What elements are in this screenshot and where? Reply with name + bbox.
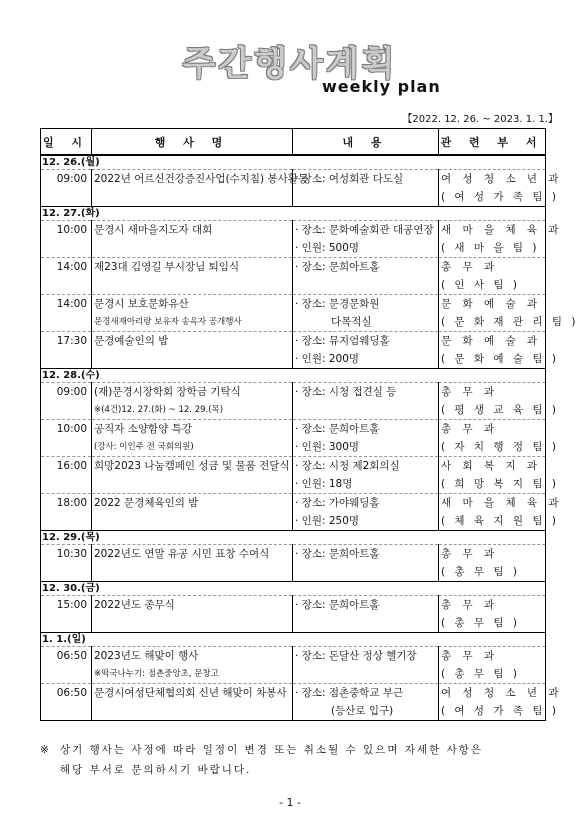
event-department: 문 화 예 술 과 (439, 332, 546, 351)
event-department: ( 평 생 교 육 팀 ) (439, 401, 546, 420)
event-department: 총 무 과 (439, 647, 546, 666)
event-department: ( 새 마 을 팀 ) (439, 239, 546, 258)
event-department: 새 마 을 체 육 과 (439, 221, 546, 240)
event-name: 문경시 새마을지도자 대회 (92, 221, 293, 240)
event-department: 총 무 과 (439, 383, 546, 402)
event-content: · 장소: 가야웨딩홀 (293, 494, 439, 513)
event-name (92, 239, 293, 258)
event-name: (재)문경시장학회 장학금 기탁식 (92, 383, 293, 402)
event-content (293, 188, 439, 207)
table-row (41, 276, 546, 295)
event-time (41, 350, 92, 369)
event-time (41, 401, 92, 420)
table-row (41, 545, 546, 564)
table-row (41, 457, 546, 476)
event-time (41, 512, 92, 531)
event-name (92, 350, 293, 369)
event-time (41, 239, 92, 258)
table-row (41, 239, 546, 258)
event-content: · 장소: 문희아트홀 (293, 258, 439, 277)
event-content (293, 665, 439, 684)
event-department: 새 마 을 체 육 과 (439, 494, 546, 513)
event-department: ( 총 무 팀 ) (439, 614, 546, 633)
event-content: · 장소: 시청 접견실 등 (293, 383, 439, 402)
table-row (41, 313, 546, 332)
date-row (41, 531, 546, 545)
table-row (41, 295, 546, 314)
event-name: ※떡국나누기: 점촌중앙초, 문창고 (92, 665, 293, 684)
page-title: 주간행사계획 (182, 44, 398, 84)
table-row (41, 647, 546, 666)
table-row (41, 596, 546, 615)
event-name: 2023년도 해맞이 행사 (92, 647, 293, 666)
event-time: 09:00 (41, 383, 92, 402)
date-label: 12. 28.(수) (41, 369, 546, 383)
event-time: 10:30 (41, 545, 92, 564)
table-row (41, 170, 546, 189)
event-time (41, 276, 92, 295)
event-content: · 인원: 300명 (293, 438, 439, 457)
event-department: 여 성 청 소 년 과 (439, 684, 546, 703)
event-time: 14:00 (41, 258, 92, 277)
event-name (92, 512, 293, 531)
table-row (41, 665, 546, 684)
date-label: 12. 30.(금) (41, 582, 546, 596)
date-row (41, 582, 546, 596)
notice-line-1: 상기 행사는 사정에 따라 일정이 변경 또는 취소될 수 있으며 자세한 사항은 (60, 744, 484, 756)
column-header-datetime: 일 시 (41, 129, 92, 156)
event-content: · 인원: 200명 (293, 350, 439, 369)
event-time (41, 313, 92, 332)
date-row (41, 633, 546, 647)
table-row (41, 188, 546, 207)
event-time: 14:00 (41, 295, 92, 314)
table-row (41, 221, 546, 240)
event-content: · 장소: 점촌중학교 부근 (293, 684, 439, 703)
event-name: 희망2023 나눔캠페인 성금 및 물품 전달식 (92, 457, 293, 476)
event-content (293, 563, 439, 582)
table-header-row (41, 129, 546, 156)
table-row (41, 332, 546, 351)
event-time: 17:30 (41, 332, 92, 351)
event-department: ( 여 성 가 족 팀 ) (439, 188, 546, 207)
table-row (41, 420, 546, 439)
weekly-schedule-table (40, 128, 579, 721)
event-department: ( 인 사 팀 ) (439, 276, 546, 295)
table-row (41, 702, 546, 721)
event-content: · 장소: 돈달산 정상 헬기장 (293, 647, 439, 666)
event-department: 총 무 과 (439, 420, 546, 439)
event-name (92, 563, 293, 582)
date-label: 12. 29.(목) (41, 531, 546, 545)
event-content (293, 614, 439, 633)
event-department: 총 무 과 (439, 596, 546, 615)
event-department: ( 문 화 예 술 팀 ) (439, 350, 546, 369)
notice-mark: ※ (40, 744, 51, 756)
event-content: · 장소: 문경문화원 (293, 295, 439, 314)
event-time: 09:00 (41, 170, 92, 189)
event-name: 문경예술인의 밤 (92, 332, 293, 351)
table-row (41, 512, 546, 531)
event-department: ( 총 무 팀 ) (439, 665, 546, 684)
table-row (41, 383, 546, 402)
schedule-body (41, 155, 579, 721)
date-row (41, 369, 546, 383)
event-name: 문경시 보호문화유산 (92, 295, 293, 314)
event-name: 공직자 소양함양 특강 (92, 420, 293, 439)
date-label: 1. 1.(일) (41, 633, 546, 647)
event-time: 06:50 (41, 647, 92, 666)
event-content: 다목적실 (293, 313, 439, 332)
event-department: 사 회 복 지 과 (439, 457, 546, 476)
event-name: 2022 문경체육인의 밤 (92, 494, 293, 513)
event-content (293, 401, 439, 420)
event-time (41, 665, 92, 684)
event-name: (강사: 이인주 전 국회의원) (92, 438, 293, 457)
page-subtitle: weekly plan (322, 77, 441, 96)
event-department: ( 자 치 행 정 팀 ) (439, 438, 546, 457)
event-name: 제23대 김영길 부시장님 퇴임식 (92, 258, 293, 277)
event-content: · 인원: 500명 (293, 239, 439, 258)
event-name: 2022년도 종무식 (92, 596, 293, 615)
table-row (41, 350, 546, 369)
event-name: 문경시여성단체협의회 신년 해맞이 차봉사 (92, 684, 293, 703)
event-department: ( 체 육 지 원 팀 ) (439, 512, 546, 531)
event-department: 총 무 과 (439, 545, 546, 564)
event-department: ( 여 성 가 족 팀 ) (439, 702, 546, 721)
event-department: 총 무 과 (439, 258, 546, 277)
event-time (41, 475, 92, 494)
event-name (92, 188, 293, 207)
event-content: · 장소: 문희아트홀 (293, 420, 439, 439)
page-number: - 1 - (279, 796, 301, 809)
event-time: 16:00 (41, 457, 92, 476)
table-row (41, 258, 546, 277)
event-time (41, 702, 92, 721)
table-row (41, 438, 546, 457)
event-department: ( 문 화 재 관 리 팀 ) (439, 313, 546, 332)
event-name: 2022년 어르신건강증진사업(수지침) 봉사활동 (92, 170, 293, 189)
date-row (41, 155, 546, 170)
date-label: 12. 26.(월) (41, 155, 546, 170)
event-content: · 인원: 18명 (293, 475, 439, 494)
event-name (92, 475, 293, 494)
event-content: (등산로 입구) (293, 702, 439, 721)
table-row (41, 684, 546, 703)
event-name: 문경새재아리랑 보유자 송옥자 공개행사 (92, 313, 293, 332)
column-header-event: 행 사 명 (92, 129, 293, 156)
table-row (41, 475, 546, 494)
column-header-department: 관 련 부 서 (439, 129, 546, 156)
column-header-content: 내 용 (293, 129, 439, 156)
event-department: ( 총 무 팀 ) (439, 563, 546, 582)
date-label: 12. 27.(화) (41, 207, 546, 221)
event-time (41, 188, 92, 207)
table-row (41, 614, 546, 633)
event-name: 2022년도 연말 유공 시민 표창 수여식 (92, 545, 293, 564)
event-content: · 장소: 여성회관 다도실 (293, 170, 439, 189)
event-content: · 장소: 문희아트홀 (293, 596, 439, 615)
table-row (41, 494, 546, 513)
event-name (92, 614, 293, 633)
event-department: 여 성 청 소 년 과 (439, 170, 546, 189)
table-row (41, 401, 546, 420)
event-time (41, 614, 92, 633)
event-name (92, 702, 293, 721)
event-name: ※(4건)12. 27.(화) ~ 12. 29.(목) (92, 401, 293, 420)
event-time: 18:00 (41, 494, 92, 513)
event-time: 10:00 (41, 420, 92, 439)
date-row (41, 207, 546, 221)
event-time (41, 438, 92, 457)
event-name (92, 276, 293, 295)
event-content: · 장소: 문화예술회관 대공연장 (293, 221, 439, 240)
notice-line-2: 해당 부서로 문의하시기 바랍니다. (60, 764, 252, 776)
event-content: · 장소: 뮤지엄웨딩홀 (293, 332, 439, 351)
event-content: · 장소: 문희아트홀 (293, 545, 439, 564)
event-department: ( 희 망 복 지 팀 ) (439, 475, 546, 494)
event-time: 10:00 (41, 221, 92, 240)
table-row (41, 563, 546, 582)
event-time (41, 563, 92, 582)
event-content: · 장소: 시청 제2회의실 (293, 457, 439, 476)
notice (40, 740, 550, 780)
event-content (293, 276, 439, 295)
date-range: 【2022. 12. 26. ~ 2023. 1. 1.】 (402, 114, 558, 125)
event-content: · 인원: 250명 (293, 512, 439, 531)
event-time: 15:00 (41, 596, 92, 615)
event-department: 문 화 예 술 과 (439, 295, 546, 314)
event-time: 06:50 (41, 684, 92, 703)
